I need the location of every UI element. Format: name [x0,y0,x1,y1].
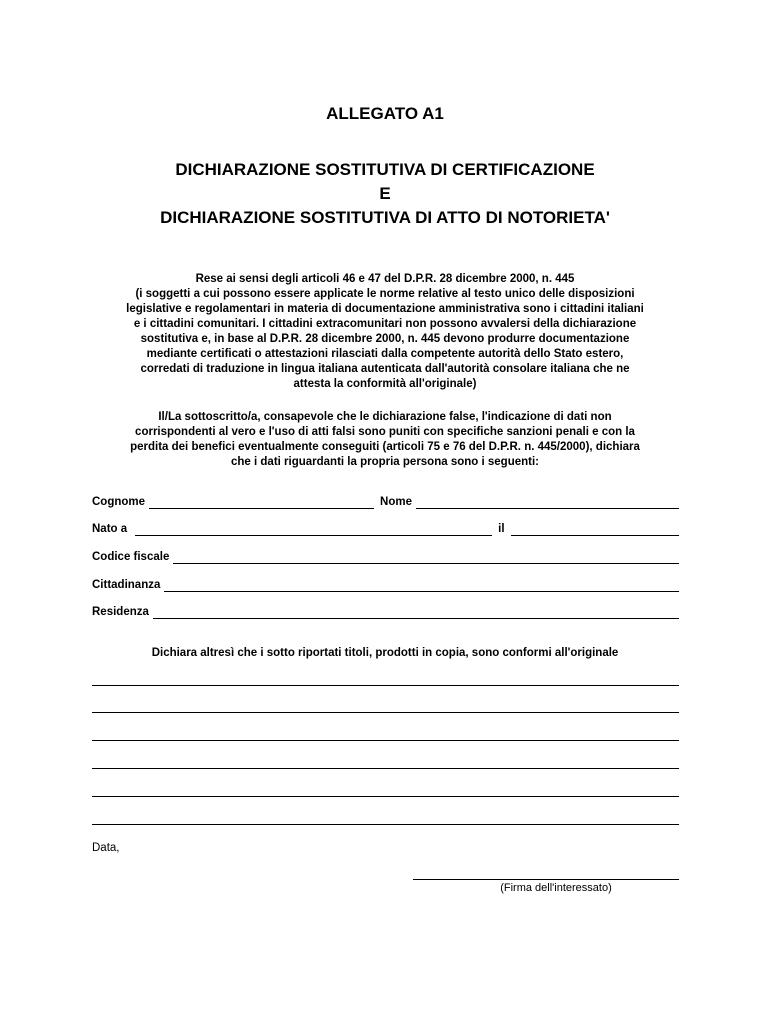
title-line: DICHIARAZIONE SOSTITUTIVA DI ATTO DI NOTORIETA' [160,208,610,227]
residenza-row [92,603,679,619]
il-field[interactable] [511,523,679,536]
cittadinanza-label: Cittadinanza [92,579,161,591]
annex-title: ALLEGATO A1 [326,104,444,123]
document-title [0,158,770,230]
declaration-line: perdita dei benefici eventualmente conseguiti (articoli 75 e 76 del D.P.R. n. 445/2000), dichiara [130,441,640,453]
intro-line: mediante certificati o attestazioni rilasciati dalla competente autorità dello Stato estero, [146,348,624,360]
signature-line[interactable] [413,879,679,880]
codice-fiscale-label: Codice fiscale [92,551,170,563]
cittadinanza-row [92,576,679,592]
blank-line[interactable] [92,712,679,713]
cittadinanza-field[interactable] [164,579,679,592]
title-line: E [379,184,391,203]
declaration-line: che i dati riguardanti la propria persona sono i seguenti: [231,456,539,468]
nome-label: Nome [380,496,412,508]
intro-line: (i soggetti a cui possono essere applicate le norme relative al testo unico delle disposizioni [135,288,635,300]
blank-line[interactable] [92,685,679,686]
residenza-field[interactable] [153,606,679,619]
declaration-line: corrispondenti al vero e l'uso di atti falsi sono puniti con specifiche sanzioni penali e con la [135,426,635,438]
il-label: il [498,523,505,535]
signature-label: (Firma dell'interessato) [500,882,612,894]
intro-line: corredati di traduzione in lingua italiana autenticata dall'autorità consolare italiana che ne [140,363,630,375]
residenza-label: Residenza [92,606,149,618]
cognome-label: Cognome [92,496,146,508]
title-line: DICHIARAZIONE SOSTITUTIVA DI CERTIFICAZIONE [175,160,595,179]
cognome-field[interactable] [149,496,374,509]
intro-paragraph [80,272,690,392]
intro-line: Rese ai sensi degli articoli 46 e 47 del D.P.R. 28 dicembre 2000, n. 445 [195,273,575,285]
nome-field[interactable] [416,496,679,509]
date-label: Data, [92,842,120,854]
intro-line: legislative e regolamentari in materia di documentazione amministrativa sono i cittadini italiani [126,303,644,315]
declaration-line: Il/La sottoscritto/a, consapevole che le dichiarazione false, l'indicazione di dati non [158,411,612,423]
blank-line[interactable] [92,768,679,769]
blank-line[interactable] [92,796,679,797]
codice-fiscale-field[interactable] [173,551,679,564]
intro-line: attesta la conformità all'originale) [293,378,477,390]
nato-a-field[interactable] [135,523,492,536]
altresi-statement: Dichiara altresì che i sotto riportati titoli, prodotti in copia, sono conformi all'originale [151,647,619,659]
cognome-nome-row [92,493,679,509]
intro-line: sostitutiva e, in base al D.P.R. 28 dicembre 2000, n. 445 devono produrre documentazione [140,333,630,345]
blank-line[interactable] [92,824,679,825]
nato-a-label: Nato a [92,523,128,535]
blank-line[interactable] [92,740,679,741]
codice-fiscale-row [92,548,679,564]
nato-row [92,520,679,536]
intro-line: e i cittadini comunitari. I cittadini extracomunitari non possono avvalersi della dichiarazione [133,318,637,330]
declaration-paragraph [80,410,690,470]
